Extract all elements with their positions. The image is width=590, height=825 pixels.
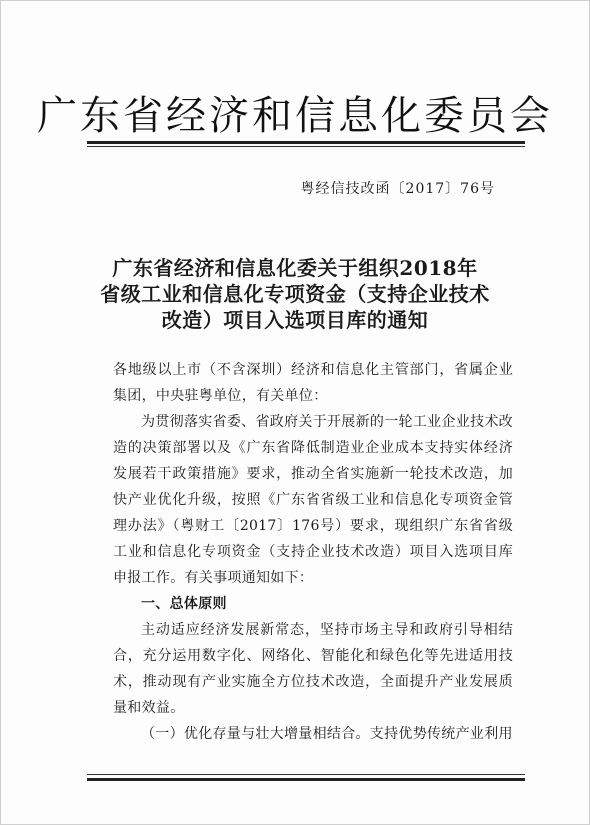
document-body: [113, 357, 513, 747]
document-number: 粤经信技改函〔2017〕76号: [300, 181, 495, 197]
header-rule-thin: [87, 146, 525, 147]
paragraph-principles: 主动适应经济发展新常态，坚持市场主导和政府引导相结合，充分运用数字化、网络化、智能化和绿色化等先进适用技术，推动现有产业实施全方位技术改造，全面提升产业发展质量和效益。: [113, 622, 513, 716]
footer-rule-thin: [87, 774, 525, 775]
notice-title: [91, 255, 499, 333]
org-header-title: 广东省经济和信息化委员会: [37, 93, 553, 139]
section-heading-principles: 一、总体原则: [141, 596, 227, 612]
paragraph-intro: 为贯彻落实省委、省政府关于开展新的一轮工业企业技术改造的决策部署以及《广东省降低制造业企业成本支持实体经济发展若干政策措施》要求，推动全省实施新一轮技术改造，加快产业优化升级，按照《广东省省级工业和信息化专项资金管理办法》（粤财工〔2017〕176号）要求，现组织广东省省级工业和信息化专项资金（支持企业技术改造）项目入选项目库申报工作。有关事项通知如下：: [113, 414, 513, 586]
addressee: 各地级以上市（不含深圳）经济和信息化主管部门，省属企业集团，中央驻粤单位，有关单位：: [113, 362, 513, 404]
paragraph-item-1: （一）优化存量与壮大增量相结合。支持优势传统产业利用: [141, 726, 513, 742]
footer-rule-thick: [87, 778, 525, 781]
notice-title-line-2: 省级工业和信息化专项资金（支持企业技术: [100, 282, 490, 306]
notice-title-line-1: 广东省经济和信息化委关于组织2018年: [112, 256, 478, 280]
header-rule-thick: [87, 141, 525, 144]
notice-title-line-3: 改造）项目入选项目库的通知: [161, 308, 429, 332]
